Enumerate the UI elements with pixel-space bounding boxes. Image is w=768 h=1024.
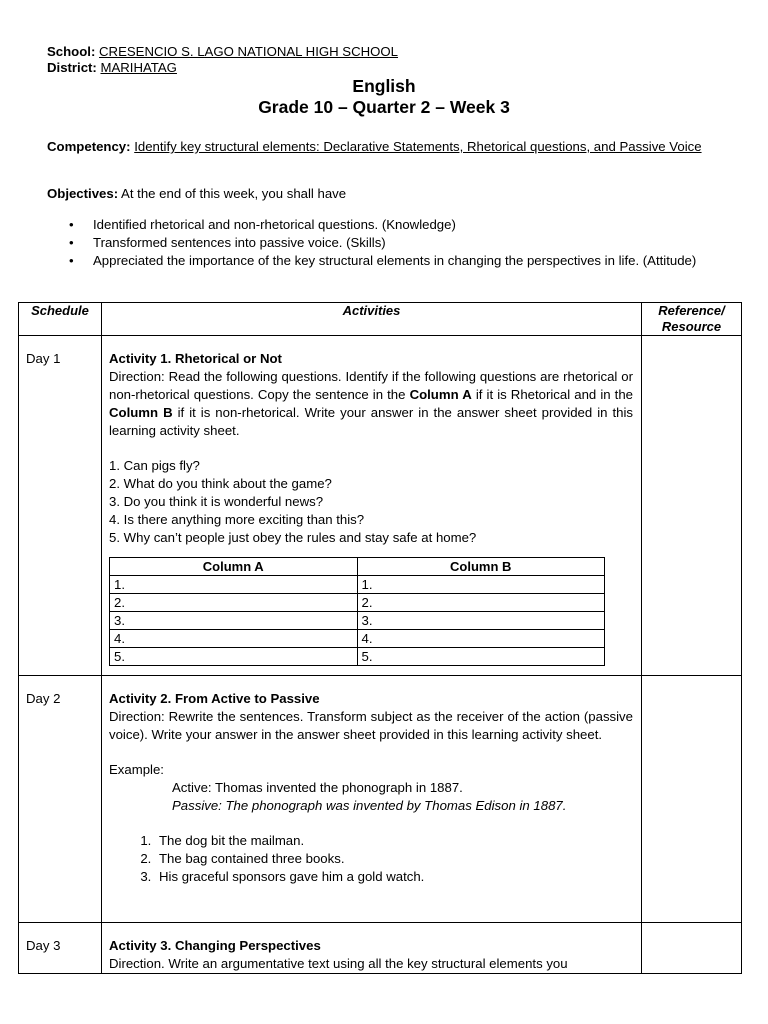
answer-cell: 5.: [110, 647, 358, 665]
activity-title: Activity 1. Rhetorical or Not: [109, 351, 282, 366]
table-row: [19, 923, 742, 974]
list-item: 2. The bag contained three books.: [155, 850, 633, 868]
list-item: 2. What do you think about the game?: [109, 475, 332, 491]
answer-cell: 2.: [110, 593, 358, 611]
sentence-list: [109, 832, 633, 886]
answer-row: [110, 593, 605, 611]
example-label: Example:: [109, 761, 164, 777]
answer-cell: 1.: [110, 575, 358, 593]
objectives-list: [47, 216, 737, 270]
answer-cell: 1.: [357, 575, 605, 593]
header-reference: Reference/ Resource: [642, 303, 742, 336]
passive-example: Passive: The phonograph was invented by Thomas Edison in 1887.: [172, 797, 567, 813]
activity-schedule-table: [18, 302, 742, 974]
activity-direction: Direction: Rewrite the sentences. Transform subject as the receiver of the action (passive voice). Write your answer in the answer sheet provided in this learning activity sheet.: [109, 708, 633, 742]
column-b-header: Column B: [357, 557, 605, 575]
reference-cell: [642, 923, 742, 974]
competency: [47, 138, 727, 156]
answer-cell: 5.: [357, 647, 605, 665]
table-row: [19, 336, 742, 676]
answer-cell: 4.: [357, 629, 605, 647]
answer-row: [110, 575, 605, 593]
list-item: 5. Why can’t people just obey the rules and stay safe at home?: [109, 529, 477, 545]
answer-cell: 3.: [357, 611, 605, 629]
day-label: Day 2: [19, 676, 102, 923]
table-row: [19, 676, 742, 923]
district-label: District:: [47, 60, 97, 75]
list-item: 4. Is there anything more exciting than this?: [109, 511, 365, 527]
list-item: 1. The dog bit the mailman.: [155, 832, 633, 850]
list-item: 3. His graceful sponsors gave him a gold watch.: [155, 868, 633, 886]
header-schedule: Schedule: [19, 303, 102, 336]
answer-row: [110, 647, 605, 665]
objectives: [47, 185, 346, 203]
activity-cell: [102, 336, 642, 676]
activity-cell: [102, 676, 642, 923]
district-name: MARIHATAG: [100, 60, 177, 75]
answer-row: [110, 629, 605, 647]
activity-cell: [102, 923, 642, 974]
column-a-header: Column A: [110, 557, 358, 575]
answer-cell: 3.: [110, 611, 358, 629]
objective-item: • Transformed sentences into passive voice. (Skills): [47, 234, 737, 252]
answer-cell: 2.: [357, 593, 605, 611]
reference-cell: [642, 336, 742, 676]
list-item: 1. Can pigs fly?: [109, 457, 200, 473]
school-label: School:: [47, 44, 96, 59]
table-header-row: [19, 303, 742, 336]
competency-label: Competency:: [47, 139, 131, 154]
school-name: CRESENCIO S. LAGO NATIONAL HIGH SCHOOL: [99, 44, 399, 59]
day-label: Day 1: [19, 336, 102, 676]
answer-row: [110, 611, 605, 629]
objectives-intro: At the end of this week, you shall have: [121, 186, 347, 201]
competency-text: Identify key structural elements: Declarative Statements, Rhetorical questions, and Passive Voice: [134, 139, 702, 154]
active-example: Active: Thomas invented the phonograph in 1887.: [172, 779, 463, 795]
objective-item: • Appreciated the importance of the key structural elements in changing the perspectives in life. (Attitude): [47, 252, 737, 270]
activity-direction: Direction. Write an argumentative text using all the key structural elements you: [109, 955, 568, 971]
list-item: 3. Do you think it is wonderful news?: [109, 493, 324, 509]
answer-cell: 4.: [110, 629, 358, 647]
activity-title: Activity 2. From Active to Passive: [109, 691, 320, 706]
subject-title: English: [352, 76, 416, 96]
grade-title: Grade 10 – Quarter 2 – Week 3: [258, 97, 510, 117]
reference-cell: [642, 676, 742, 923]
header-activities: Activities: [102, 303, 642, 336]
objective-item: • Identified rhetorical and non-rhetorical questions. (Knowledge): [47, 216, 737, 234]
answer-table: [109, 557, 605, 666]
objectives-label: Objectives:: [47, 186, 119, 201]
activity-title: Activity 3. Changing Perspectives: [109, 938, 321, 953]
question-list: [109, 457, 633, 547]
activity-direction: Direction: Read the following questions. Identify if the following questions are rhetorical or non-rhetorical questions. Copy the sentence in the Column A if it is Rhetorical and in the Column B if it is non-rhetorical. Write your answer in the answer sheet provided in this learning activity sheet.: [109, 368, 634, 438]
day-label: Day 3: [19, 923, 102, 974]
